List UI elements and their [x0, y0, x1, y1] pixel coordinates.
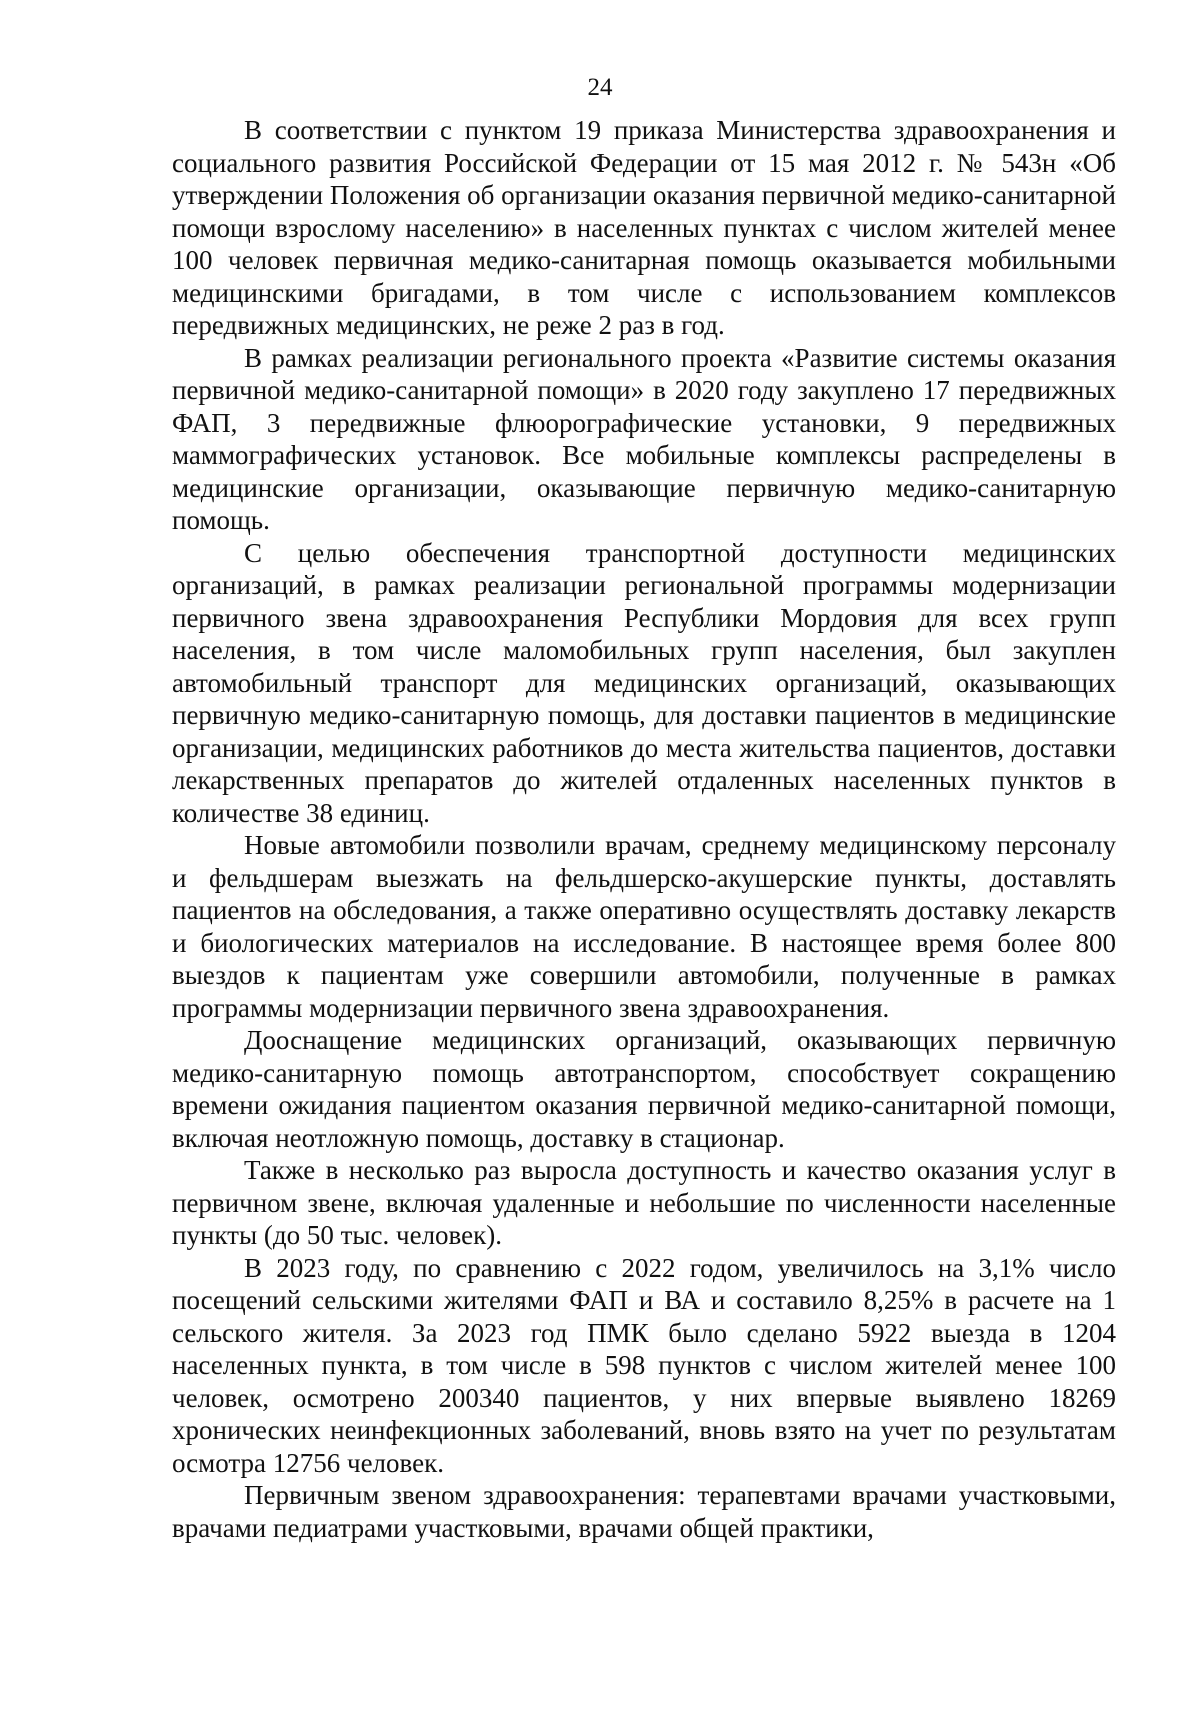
- paragraph: Также в несколько раз выросла доступность и качество оказания услуг в первичном звене, включая удаленные и небольшие по численности населенные пункты (до 50 тыс. человек).: [172, 1155, 1116, 1250]
- paragraph: В 2023 году, по сравнению с 2022 годом, увеличилось на 3,1% число посещений сельскими жителями ФАП и ВА и составило 8,25% в расчете на 1 сельского жителя. За 2023 год ПМК было сделано 5922 выезда в 1204 населенных пункта, в том числе в 598 пунктов с числом жителей менее 100 человек, осмотрено 200340 пациентов, у них впервые выявлено 18269 хронических неинфекционных заболеваний, вновь взято на учет по результатам осмотра 12756 человек.: [172, 1252, 1116, 1478]
- paragraph: Дооснащение медицинских организаций, оказывающих первичную медико-санитарную помощь автотранспортом, способствует сокращению времени ожидания пациентом оказания первичной медико-санитарной помощи, включая неотложную помощь, доставку в стационар.: [172, 1025, 1116, 1153]
- page-number: 24: [587, 74, 613, 101]
- paragraph: В соответствии с пунктом 19 приказа Министерства здравоохранения и социального развития Российской Федерации от 15 мая 2012 г. № 543н «Об утверждении Положения об организации оказания первичной медико-санитарной помощи взрослому населению» в населенных пунктах с числом жителей менее 100 человек первичная медико-санитарная помощь оказывается мобильными медицинскими бригадами, в том числе с использованием комплексов передвижных медицинских, не реже 2 раз в год.: [172, 115, 1116, 340]
- paragraph: Новые автомобили позволили врачам, среднему медицинскому персоналу и фельдшерам выезжать на фельдшерско-акушерские пункты, доставлять пациентов на обследования, а также оперативно осуществлять доставку лекарств и биологических материалов на исследование. В настоящее время более 800 выездов к пациентам уже совершили автомобили, полученные в рамках программы модернизации первичного звена здравоохранения.: [172, 830, 1116, 1023]
- paragraph: Первичным звеном здравоохранения: терапевтами врачами участковыми, врачами педиатрами участковыми, врачами общей практики,: [172, 1480, 1116, 1543]
- document-body: [172, 114, 1116, 1544]
- paragraph: В рамках реализации регионального проекта «Развитие системы оказания первичной медико-санитарной помощи» в 2020 году закуплено 17 передвижных ФАП, 3 передвижные флюорографические установки, 9 передвижных маммографических установок. Все мобильные комплексы распределены в медицинские организации, оказывающие первичную медико-санитарную помощь.: [172, 342, 1116, 535]
- paragraph: С целью обеспечения транспортной доступности медицинских организаций, в рамках реализации региональной программы модернизации первичного звена здравоохранения Республики Мордовия для всех групп населения, в том числе маломобильных групп населения, был закуплен автомобильный транспорт для медицинских организаций, оказывающих первичную медико-санитарную помощь, для доставки пациентов в медицинские организации, медицинских работников до места жительства пациентов, доставки лекарственных препаратов до жителей отдаленных населенных пунктов в количестве 38 единиц.: [172, 537, 1116, 828]
